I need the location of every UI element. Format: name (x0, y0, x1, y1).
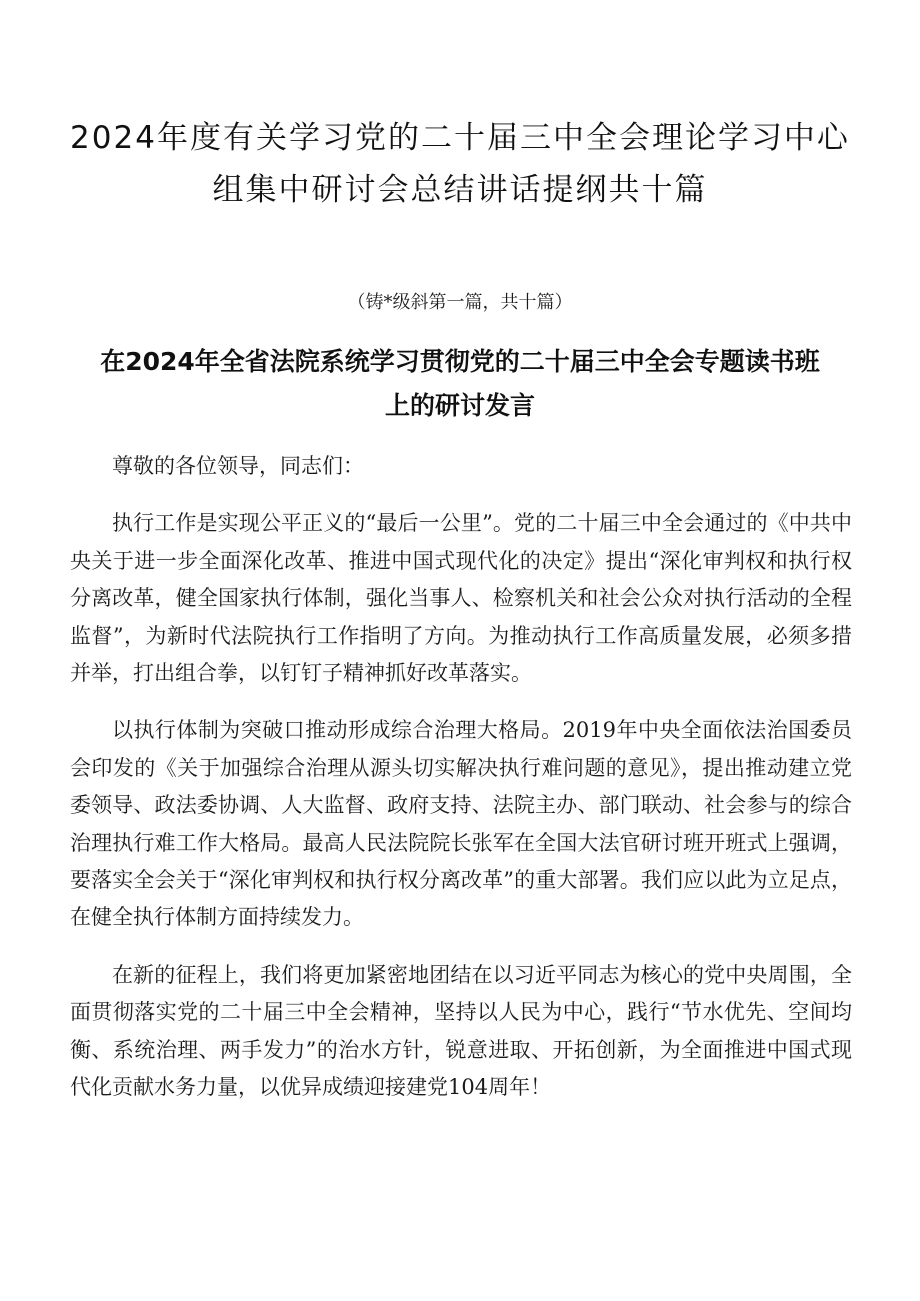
paragraph-1: 执行工作是实现公平正义的“最后一公里”。党的二十届三中全会通过的《中共中央关于进一步全面深化改革、推进中国式现代化的决定》提出“深化审判权和执行权分离改革，健全国家执行体制，强化当事人、检察机关和社会公众对执行活动的全程监督”，为新时代法院执行工作指明了方向。为推动执行工作高质量发展，必须多措并举，打出组合拳，以钉钉子精神抓好改革落实。 (70, 511, 852, 686)
section-note: （铸*级斜第一篇，共十篇） (347, 292, 573, 313)
salutation: 尊敬的各位领导，同志们： (112, 454, 364, 478)
paragraph-2: 以执行体制为突破口推动形成综合治理大格局。2019年中央全面依法治国委员会印发的《关于加强综合治理从源头切实解决执行难问题的意见》，提出推动建立党委领导、政法委协调、人大监督、政府支持、法院主办、部门联动、社会参与的综合治理执行难工作大格局。最高人民法院院长张军在全国大法官研讨班开班式上强调，要落实全会关于“深化审判权和执行权分离改革”的重大部署。我们应以此为立足点，在健全执行体制方面持续发力。 (70, 718, 852, 930)
document-title: 2024年度有关学习党的二十届三中全会理论学习中心组集中研讨会总结讲话提纲共十篇 (70, 120, 850, 208)
document-body (70, 448, 852, 1127)
speech-title: 在2024年全省法院系统学习贯彻党的二十届三中全会专题读书班上的研讨发言 (100, 347, 820, 420)
paragraph-3: 在新的征程上，我们将更加紧密地团结在以习近平同志为核心的党中央周围，全面贯彻落实党的二十届三中全会精神，坚持以人民为中心，践行“节水优先、空间均衡、系统治理、两手发力”的治水方针，锐意进取、开拓创新，为全面推进中国式现代化贡献水务力量，以优异成绩迎接建党104周年！ (70, 962, 852, 1100)
